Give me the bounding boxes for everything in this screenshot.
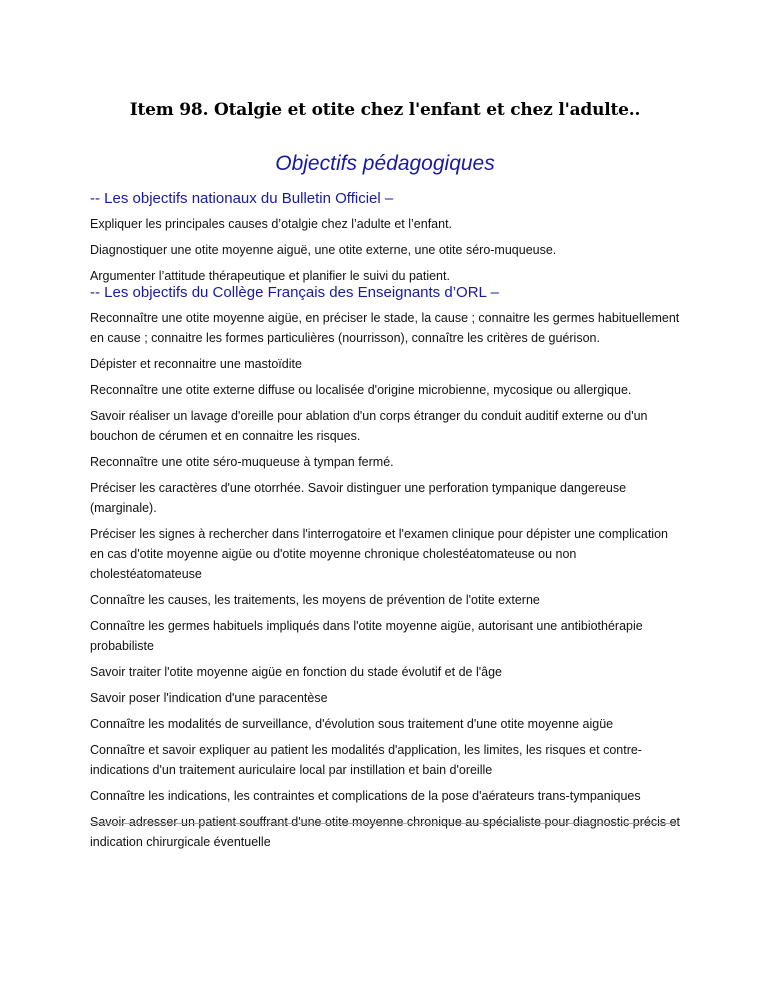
objective-item: Savoir réaliser un lavage d'oreille pour ablation d'un corps étranger du conduit auditif externe ou d'un bouchon de cérumen et en connaitre les risques. [90,409,648,443]
objective-item: Connaître les modalités de surveillance, d'évolution sous traitement d'une otite moyenne aigüe [90,717,614,731]
objective-item: Préciser les signes à rechercher dans l'interrogatoire et l'examen clinique pour dépister une complication en cas d'otite moyenne aigüe ou d'otite moyenne chronique cholestéatomateuse ou non cholestéatomateuse [90,527,668,581]
horizontal-divider [90,823,678,824]
objective-item: Argumenter l’attitude thérapeutique et planifier le suivi du patient. [90,269,450,283]
objective-item: Connaître les germes habituels impliqués dans l'otite moyenne aigüe, autorisant une antibiothérapie probabiliste [90,619,643,653]
objective-item: Reconnaître une otite moyenne aigüe, en préciser le stade, la cause ; connaitre les germes habituellement en cause ; connaitre les formes particulières (nourrisson), connaître les critères de guérison. [90,311,680,345]
objective-item: Connaître les causes, les traitements, les moyens de prévention de l'otite externe [90,593,540,607]
objective-item: Reconnaître une otite séro-muqueuse à tympan fermé. [90,455,394,469]
college-objectives-heading: -- Les objectifs du Collège Français des Enseignants d’ORL – [90,284,499,301]
objective-item: Connaître les indications, les contraintes et complications de la pose d'aérateurs trans-tympaniques [90,789,641,803]
objective-item: Reconnaître une otite externe diffuse ou localisée d'origine microbienne, mycosique ou allergique. [90,383,632,397]
section-title: Objectifs pédagogiques [275,152,495,175]
objective-item: Expliquer les principales causes d’otalgie chez l’adulte et l’enfant. [90,217,453,231]
objective-item: Savoir adresser un patient souffrant d'une otite moyenne chronique au spécialiste pour diagnostic précis et indication chirurgicale éventuelle [90,815,681,849]
objective-item: Dépister et reconnaitre une mastoïdite [90,357,302,371]
national-objectives-heading: -- Les objectifs nationaux du Bulletin Officiel – [90,190,394,207]
objective-item: Savoir poser l'indication d'une paracentèse [90,691,328,705]
document-title: Item 98. Otalgie et otite chez l'enfant et chez l'adulte.. [129,100,641,120]
national-objectives [90,190,680,292]
objective-item: Diagnostiquer une otite moyenne aiguë, une otite externe, une otite séro-muqueuse. [90,243,557,257]
objective-item: Préciser les caractères d'une otorrhée. Savoir distinguer une perforation tympanique dangereuse (marginale). [90,481,627,515]
objective-item: Connaître et savoir expliquer au patient les modalités d'application, les limites, les risques et contre-indications d'un traitement auriculaire local par instillation et bain d'oreille [90,743,642,777]
college-objectives [90,284,680,858]
objective-item: Savoir traiter l'otite moyenne aigüe en fonction du stade évolutif et de l'âge [90,665,502,679]
